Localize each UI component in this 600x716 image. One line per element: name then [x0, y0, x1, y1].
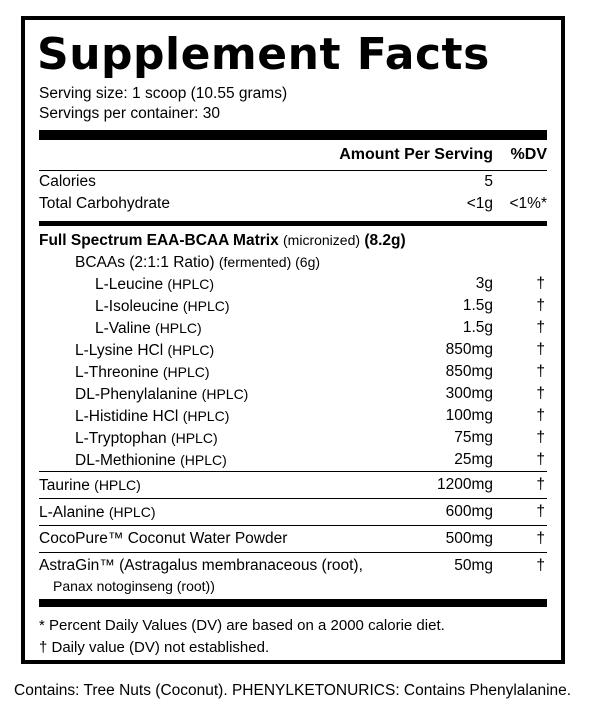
- list-item: L-Tryptophan (HPLC) 75mg †: [39, 427, 547, 449]
- allergen-statement: Contains: Tree Nuts (Coconut). PHENYLKETONURICS: Contains Phenylalanine.: [14, 682, 572, 699]
- list-item: CocoPure™ Coconut Water Powder 500mg †: [39, 526, 547, 553]
- dagger-mark: †: [536, 503, 545, 520]
- dagger-mark: †: [536, 319, 545, 336]
- dagger-mark: †: [536, 341, 545, 358]
- matrix-amount: (8.2g): [364, 231, 406, 249]
- dagger-mark: †: [536, 451, 545, 468]
- supplement-facts-panel: [21, 16, 565, 664]
- list-item: DL-Methionine (HPLC) 25mg †: [39, 449, 547, 472]
- column-header: [39, 140, 547, 171]
- dagger-mark: †: [536, 297, 545, 314]
- calories-row: [39, 171, 547, 193]
- dagger-mark: †: [536, 385, 545, 402]
- footnote-dagger: † Daily value (DV) not established.: [39, 639, 270, 656]
- thick-divider: [39, 130, 547, 140]
- serving-size: Serving size: 1 scoop (10.55 grams): [39, 85, 288, 102]
- servings-per-container: Servings per container: 30: [39, 105, 220, 122]
- dagger-mark: †: [536, 275, 545, 292]
- bcaa-header-row: [39, 251, 547, 273]
- dagger-mark: †: [536, 530, 545, 547]
- eaa-list: [39, 339, 547, 472]
- list-item: DL-Phenylalanine (HPLC) 300mg †: [39, 383, 547, 405]
- calories-amount: 5: [484, 173, 493, 190]
- panel-title: Supplement Facts: [37, 29, 490, 80]
- list-item: Taurine (HPLC) 1200mg †: [39, 472, 547, 499]
- matrix-name: Full Spectrum EAA-BCAA Matrix: [39, 231, 279, 249]
- astragin-line2: Panax notoginseng (root)): [53, 578, 215, 594]
- other-ingredients: [39, 472, 547, 553]
- footnotes: [39, 607, 547, 659]
- dagger-mark: †: [536, 363, 545, 380]
- list-item: L-Histidine HCl (HPLC) 100mg †: [39, 405, 547, 427]
- list-item: L-Isoleucine (HPLC) 1.5g †: [39, 295, 547, 317]
- carbs-label: Total Carbohydrate: [39, 195, 170, 212]
- list-item: L-Leucine (HPLC) 3g †: [39, 273, 547, 295]
- list-item: L-Valine (HPLC) 1.5g †: [39, 317, 547, 339]
- dagger-mark: †: [536, 476, 545, 493]
- medium-divider: [39, 221, 547, 226]
- bcaa-header-note: (fermented) (6g): [218, 253, 321, 270]
- list-item: L-Alanine (HPLC) 600mg †: [39, 499, 547, 526]
- list-item: L-Lysine HCl (HPLC) 850mg †: [39, 339, 547, 361]
- astragin-amount: 50mg: [454, 557, 493, 574]
- dagger-mark: †: [536, 557, 545, 574]
- matrix-row: [39, 229, 547, 251]
- bottom-thick-divider: [39, 599, 547, 607]
- calories-label: Calories: [39, 173, 96, 190]
- dagger-mark: †: [536, 429, 545, 446]
- carbs-row: [39, 193, 547, 215]
- astragin-row: [39, 553, 547, 597]
- bcaa-list: [39, 273, 547, 339]
- dv-header: %DV: [510, 146, 547, 163]
- amount-per-serving-header: Amount Per Serving: [339, 146, 493, 163]
- astragin-line1: AstraGin™ (Astragalus membranaceous (root),: [39, 557, 363, 574]
- list-item: L-Threonine (HPLC) 850mg †: [39, 361, 547, 383]
- matrix-note: (micronized): [283, 231, 361, 248]
- footnote-dv: * Percent Daily Values (DV) are based on a 2000 calorie diet.: [39, 617, 445, 634]
- dagger-mark: †: [536, 407, 545, 424]
- carbs-amount: <1g: [466, 195, 493, 212]
- carbs-dv: <1%*: [509, 195, 547, 212]
- bcaa-header-name: BCAAs (2:1:1 Ratio): [75, 253, 215, 271]
